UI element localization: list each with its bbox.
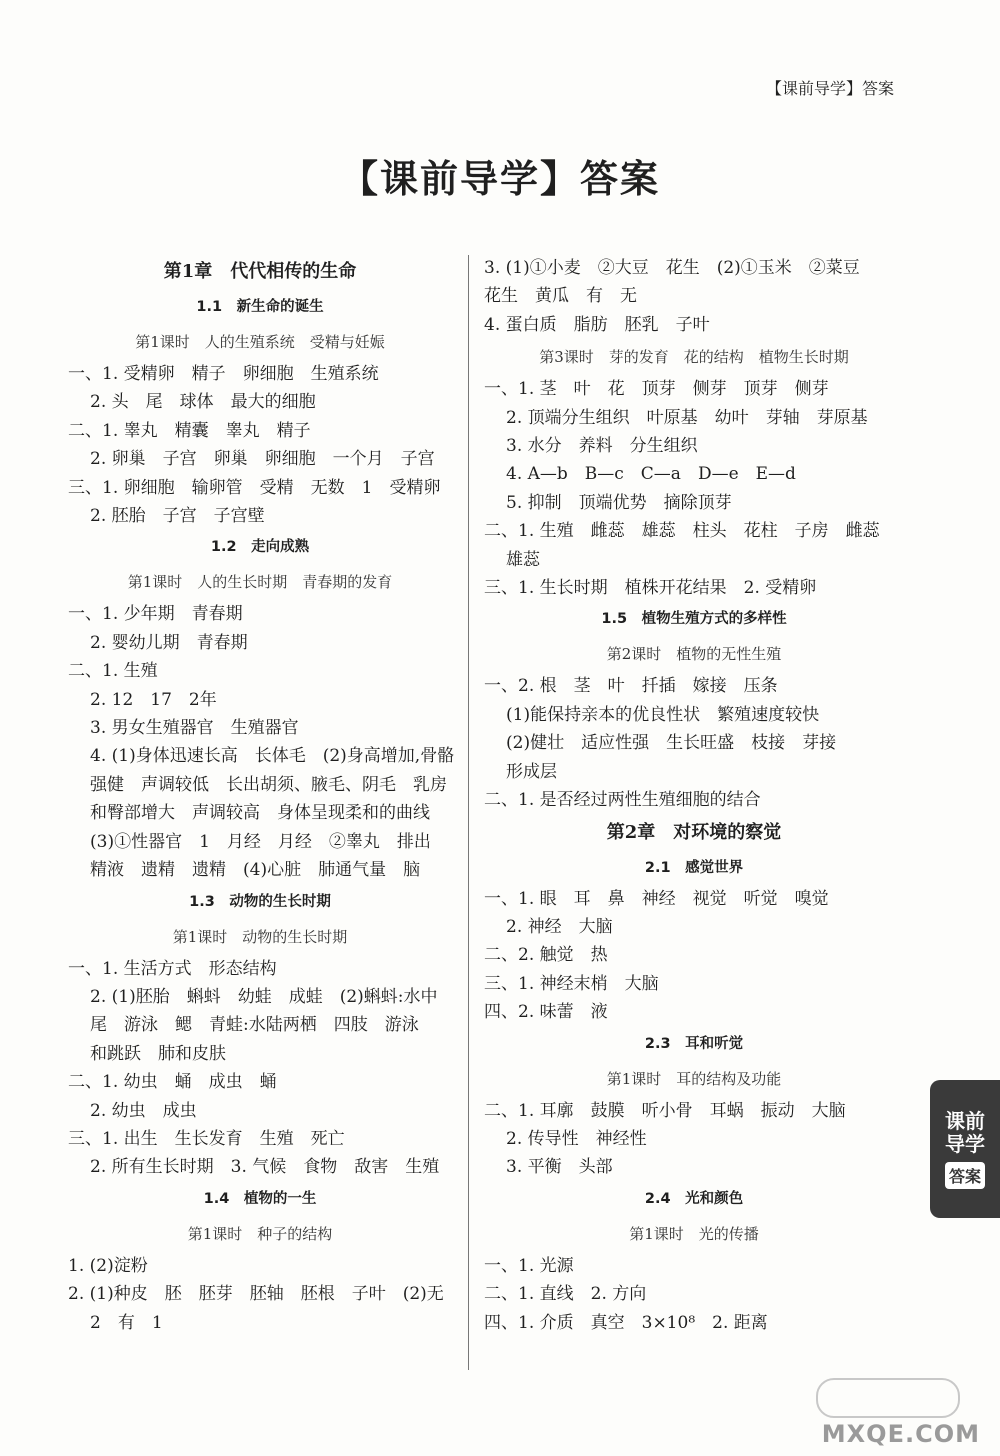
section-heading: 2.1 感觉世界 — [644, 859, 744, 876]
answer-line: 一、2. 根 茎 叶 扦插 嫁接 压条 — [484, 676, 778, 697]
answer-line: 2. 顶端分生组织 叶原基 幼叶 芽轴 芽原基 — [506, 407, 868, 428]
section-heading: 1.1 新生命的诞生 — [196, 299, 324, 315]
side-tab-main: 课前导学 — [945, 1108, 985, 1156]
answer-line: 4. (1)身体迅速长高 长体毛 (2)身高增加,骨骼 — [90, 746, 455, 767]
answer-line: 4. A—b B—c C—a D—e E—d — [506, 464, 796, 485]
answer-line: 一、1. 眼 耳 鼻 神经 视觉 听觉 嗅觉 — [484, 888, 829, 909]
answer-line: 精液 遗精 遗精 (4)心脏 肺通气量 脑 — [90, 860, 421, 881]
answer-line: 3. (1)①小麦 ②大豆 花生 (2)①玉米 ②菜豆 — [484, 258, 860, 278]
answer-line: 1. (2)淀粉 — [68, 1255, 148, 1276]
answer-line: 二、1. 幼虫 蛹 成虫 蛹 — [68, 1072, 277, 1093]
lesson-heading: 第1课时 动物的生长时期 — [172, 927, 348, 946]
watermark-logo — [816, 1378, 960, 1418]
answer-line: 3. 平衡 头部 — [506, 1157, 613, 1178]
left-column — [68, 254, 455, 1337]
answer-line: (3)①性器官 1 月经 月经 ②睾丸 排出 — [90, 831, 431, 852]
answer-line: 和臀部增大 声调较高 身体呈现柔和的曲线 — [90, 803, 430, 824]
answer-line: (2)健壮 适应性强 生长旺盛 枝接 芽接 — [506, 733, 837, 754]
answer-line: 和跳跃 肺和皮肤 — [90, 1043, 226, 1064]
answer-line: 3. 水分 养料 分生组织 — [506, 436, 698, 457]
answer-line: 3. 男女生殖器官 生殖器官 — [90, 718, 299, 739]
side-tab-sub: 答案 — [945, 1162, 985, 1189]
lesson-heading: 第1课时 人的生长时期 青春期的发育 — [127, 573, 393, 592]
answer-line: 二、1. 生殖 雌蕊 雄蕊 柱头 花柱 子房 雌蕊 — [484, 521, 880, 542]
answer-line: 强健 声调较低 长出胡须、腋毛、阴毛 乳房 — [90, 774, 447, 795]
answer-line: (1)能保持亲本的优良性状 繁殖速度较快 — [506, 704, 820, 725]
answer-line: 2. 胚胎 子宫 子宫壁 — [90, 506, 265, 527]
answer-line: 5. 抑制 顶端优势 摘除顶芽 — [506, 492, 732, 513]
answer-line: 2. 幼虫 成虫 — [90, 1100, 197, 1121]
answer-line: 一、1. 受精卵 精子 卵细胞 生殖系统 — [68, 364, 379, 384]
lesson-heading: 第2课时 植物的无性生殖 — [606, 645, 782, 664]
page-title: 【课前导学】答案 — [339, 157, 660, 201]
chapter-heading: 第1章 代代相传的生命 — [163, 261, 357, 282]
answer-line: 2. 卵巢 子宫 卵巢 卵细胞 一个月 子宫 — [90, 449, 435, 470]
answer-line: 2. 婴幼儿期 青春期 — [90, 632, 248, 653]
answer-line: 二、1. 是否经过两性生殖细胞的结合 — [484, 790, 761, 811]
header-tag: 【课前导学】答案 — [765, 79, 894, 98]
section-heading: 1.3 动物的生长时期 — [189, 893, 331, 910]
answer-line: 4. 蛋白质 脂肪 胚乳 子叶 — [484, 314, 710, 335]
answer-line: 2. 神经 大脑 — [506, 916, 613, 937]
watermark-text: MXQE.COM — [821, 1420, 980, 1448]
section-heading: 1.5 植物生殖方式的多样性 — [601, 611, 787, 628]
answer-line: 2. 传导性 神经性 — [506, 1128, 647, 1149]
lesson-heading: 第3课时 芽的发育 花的结构 植物生长时期 — [539, 348, 849, 367]
lesson-heading: 第1课时 光的传播 — [629, 1224, 759, 1243]
answer-line: 三、1. 卵细胞 输卵管 受精 无数 1 受精卵 — [68, 477, 441, 498]
answer-line: 二、1. 耳廓 鼓膜 听小骨 耳蜗 振动 大脑 — [484, 1100, 846, 1121]
answer-line: 四、1. 介质 真空 3×10⁸ 2. 距离 — [484, 1312, 768, 1333]
answer-line: 2 有 1 — [90, 1312, 163, 1333]
answer-line: 一、1. 生活方式 形态结构 — [68, 958, 277, 979]
answer-line: 雄蕊 — [506, 549, 540, 570]
lesson-heading: 第1课时 种子的结构 — [187, 1224, 333, 1243]
answer-line: 2. 所有生长时期 3. 气候 食物 敌害 生殖 — [90, 1157, 440, 1178]
answer-line: 四、2. 味蕾 液 — [484, 1002, 608, 1023]
side-tab — [930, 1080, 1000, 1218]
answer-line: 二、1. 生殖 — [68, 661, 158, 682]
answer-line: 三、1. 生长时期 植株开花结果 2. 受精卵 — [484, 578, 817, 599]
answer-line: 三、1. 出生 生长发育 生殖 死亡 — [68, 1128, 345, 1149]
chapter-heading: 第2章 对环境的察觉 — [606, 821, 782, 843]
section-heading: 2.3 耳和听觉 — [644, 1035, 744, 1052]
right-column — [484, 254, 904, 1337]
answer-line: 形成层 — [506, 761, 557, 782]
answer-line: 一、1. 少年期 青春期 — [68, 604, 243, 625]
lesson-heading: 第1课时 耳的结构及功能 — [606, 1069, 782, 1088]
section-heading: 2.4 光和颜色 — [644, 1190, 744, 1207]
answer-line: 2. (1)胚胎 蝌蚪 幼蛙 成蛙 (2)蝌蚪:水中 — [90, 986, 438, 1007]
answer-line: 一、1. 茎 叶 花 顶芽 侧芽 顶芽 侧芽 — [484, 379, 829, 400]
section-heading: 1.2 走向成熟 — [210, 539, 310, 556]
column-divider — [468, 255, 469, 1370]
section-heading: 1.4 植物的一生 — [203, 1190, 317, 1207]
answer-line: 尾 游泳 鳃 青蛙:水陆两栖 四肢 游泳 — [90, 1015, 419, 1036]
answer-line: 二、1. 睾丸 精囊 睾丸 精子 — [68, 420, 311, 441]
answer-line: 二、2. 触觉 热 — [484, 945, 608, 966]
answer-line: 三、1. 神经末梢 大脑 — [484, 973, 659, 994]
answer-line: 花生 黄瓜 有 无 — [484, 286, 637, 307]
lesson-heading: 第1课时 人的生殖系统 受精与妊娠 — [135, 333, 385, 351]
answer-line: 2. 头 尾 球体 最大的细胞 — [90, 392, 316, 413]
answer-line: 一、1. 光源 — [484, 1255, 574, 1276]
answer-line: 2. (1)种皮 胚 胚芽 胚轴 胚根 子叶 (2)无 — [68, 1284, 444, 1305]
answer-line: 二、1. 直线 2. 方向 — [484, 1284, 647, 1305]
answer-line: 2. 12 17 2年 — [90, 689, 217, 710]
